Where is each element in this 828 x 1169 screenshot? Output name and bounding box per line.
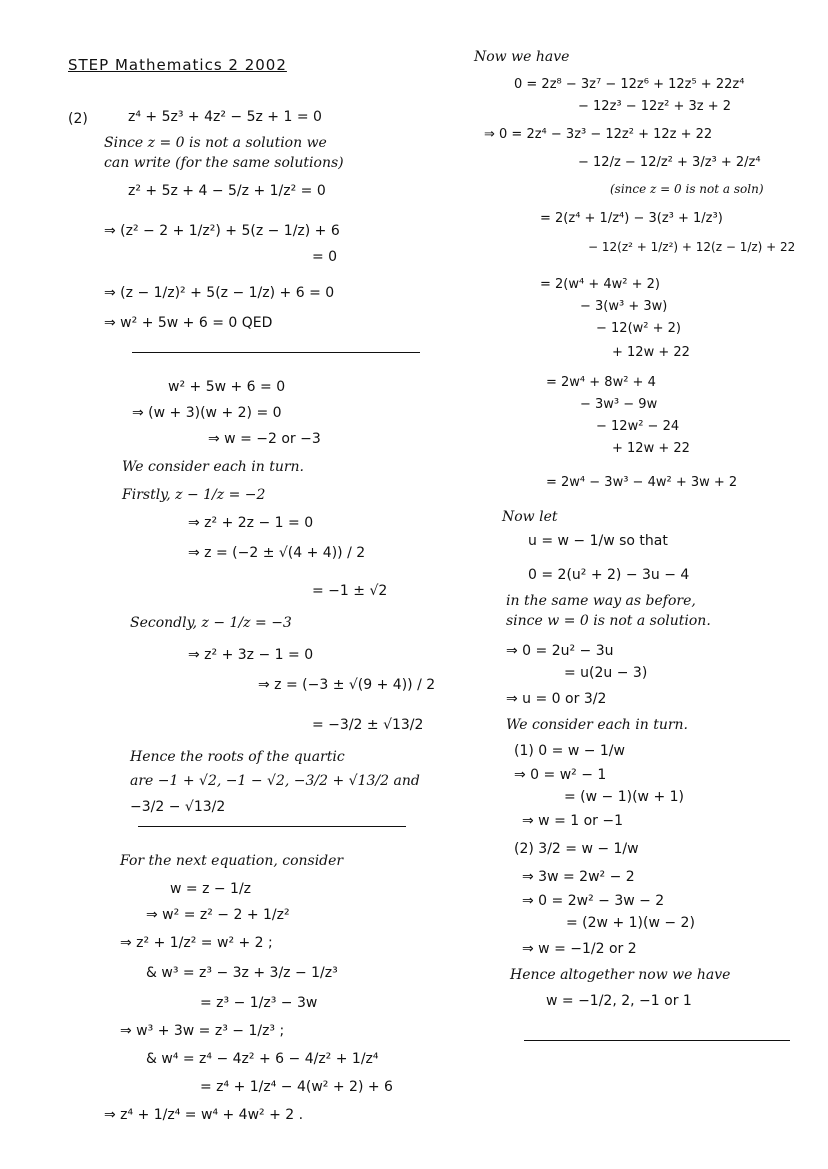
line: − 12w² − 24: [596, 419, 680, 434]
line: = 2(w⁴ + 4w² + 2): [540, 277, 660, 292]
line: since w = 0 is not a solution.: [506, 613, 711, 629]
line: ⇒ w = 1 or −1: [522, 813, 624, 829]
question-label: (2): [68, 111, 88, 127]
line: w² + 5w + 6 = 0: [168, 379, 286, 395]
page-title: STEP Mathematics 2 2002: [68, 56, 287, 74]
line: ⇒ 0 = 2u² − 3u: [506, 643, 614, 659]
line: ⇒ z² + 2z − 1 = 0: [188, 515, 314, 531]
line: Now we have: [474, 49, 570, 65]
line: − 12(z² + 1/z²) + 12(z − 1/z) + 22: [588, 240, 796, 254]
line: ⇒ w² = z² − 2 + 1/z²: [146, 907, 290, 923]
line: in the same way as before,: [506, 593, 696, 609]
line: − 12/z − 12/z² + 3/z³ + 2/z⁴: [578, 155, 761, 170]
line: (since z = 0 is not a soln): [610, 182, 764, 196]
line: ⇒ (z − 1/z)² + 5(z − 1/z) + 6 = 0: [104, 285, 335, 301]
line: + 12w + 22: [612, 345, 690, 360]
line: ⇒ z⁴ + 1/z⁴ = w⁴ + 4w² + 2 .: [104, 1107, 304, 1123]
line: ⇒ w = −2 or −3: [208, 431, 321, 447]
divider: [524, 1040, 790, 1041]
line: = 2w⁴ + 8w² + 4: [546, 375, 656, 390]
line: Hence altogether now we have: [510, 967, 731, 983]
line: = 2(z⁴ + 1/z⁴) − 3(z³ + 1/z³): [540, 211, 723, 226]
line: ⇒ w² + 5w + 6 = 0 QED: [104, 315, 273, 331]
line: 0 = 2z⁸ − 3z⁷ − 12z⁶ + 12z⁵ + 22z⁴: [514, 77, 745, 92]
line: w = z − 1/z: [170, 881, 252, 897]
line: = z⁴ + 1/z⁴ − 4(w² + 2) + 6: [200, 1079, 393, 1095]
divider: [138, 826, 406, 827]
line: ⇒ w³ + 3w = z³ − 1/z³ ;: [120, 1023, 285, 1039]
line: = −3/2 ± √13/2: [312, 717, 424, 733]
line: Hence the roots of the quartic: [130, 749, 345, 765]
line: w = −1/2, 2, −1 or 1: [546, 993, 692, 1009]
line: + 12w + 22: [612, 441, 690, 456]
line: (1) 0 = w − 1/w: [514, 743, 625, 759]
line: are −1 + √2, −1 − √2, −3/2 + √13/2 and: [130, 773, 420, 789]
line: − 3w³ − 9w: [580, 397, 658, 412]
line: u = w − 1/w so that: [528, 533, 668, 549]
line: ⇒ z = (−3 ± √(9 + 4)) / 2: [258, 677, 436, 693]
line: ⇒ (z² − 2 + 1/z²) + 5(z − 1/z) + 6: [104, 223, 340, 239]
line: − 12z³ − 12z² + 3z + 2: [578, 99, 732, 114]
line: ⇒ z = (−2 ± √(4 + 4)) / 2: [188, 545, 366, 561]
line: ⇒ w = −1/2 or 2: [522, 941, 637, 957]
line: −3/2 − √13/2: [130, 799, 226, 815]
line: Firstly, z − 1/z = −2: [122, 487, 266, 503]
line: = (2w + 1)(w − 2): [566, 915, 695, 931]
line: ⇒ 0 = 2w² − 3w − 2: [522, 893, 665, 909]
line: z⁴ + 5z³ + 4z² − 5z + 1 = 0: [128, 109, 322, 125]
line: Now let: [502, 509, 558, 525]
line: ⇒ (w + 3)(w + 2) = 0: [132, 405, 282, 421]
line: ⇒ 3w = 2w² − 2: [522, 869, 635, 885]
line: = 0: [312, 249, 338, 265]
line: (2) 3/2 = w − 1/w: [514, 841, 639, 857]
line: We consider each in turn.: [506, 717, 689, 733]
line: − 3(w³ + 3w): [580, 299, 668, 314]
line: = u(2u − 3): [564, 665, 648, 681]
line: & w⁴ = z⁴ − 4z² + 6 − 4/z² + 1/z⁴: [146, 1051, 379, 1067]
line: = −1 ± √2: [312, 583, 388, 599]
divider: [132, 352, 420, 353]
line: Secondly, z − 1/z = −3: [130, 615, 292, 631]
line: ⇒ 0 = 2z⁴ − 3z³ − 12z² + 12z + 22: [484, 127, 713, 142]
line: ⇒ z² + 3z − 1 = 0: [188, 647, 314, 663]
line: ⇒ u = 0 or 3/2: [506, 691, 607, 707]
line: 0 = 2(u² + 2) − 3u − 4: [528, 567, 690, 583]
line: = 2w⁴ − 3w³ − 4w² + 3w + 2: [546, 475, 738, 490]
line: = (w − 1)(w + 1): [564, 789, 685, 805]
line: can write (for the same solutions): [104, 155, 344, 171]
line: ⇒ z² + 1/z² = w² + 2 ;: [120, 935, 273, 951]
line: We consider each in turn.: [122, 459, 305, 475]
line: ⇒ 0 = w² − 1: [514, 767, 607, 783]
line: z² + 5z + 4 − 5/z + 1/z² = 0: [128, 183, 326, 199]
line: − 12(w² + 2): [596, 321, 681, 336]
line: Since z = 0 is not a solution we: [104, 135, 327, 151]
line: = z³ − 1/z³ − 3w: [200, 995, 318, 1011]
line: For the next equation, consider: [120, 853, 344, 869]
line: & w³ = z³ − 3z + 3/z − 1/z³: [146, 965, 338, 981]
